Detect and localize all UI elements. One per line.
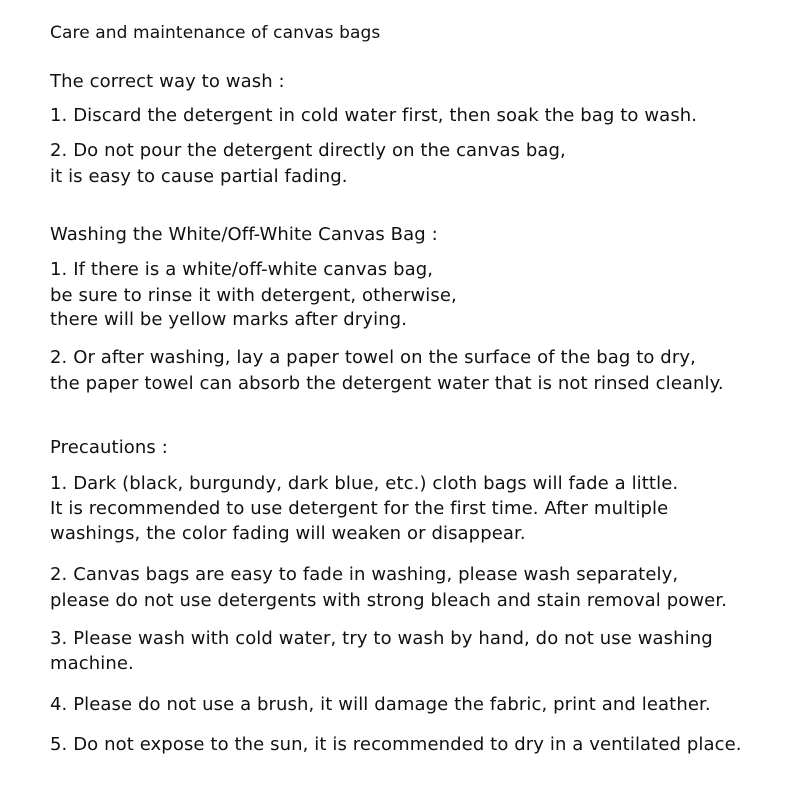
section-heading-wash: The correct way to wash :	[50, 71, 285, 92]
section-heading-white-bag: Washing the White/Off-White Canvas Bag :	[50, 224, 438, 245]
wash-step-2-line-2: it is easy to cause partial fading.	[50, 166, 348, 187]
white-bag-step-1-line-3: there will be yellow marks after drying.	[50, 309, 408, 330]
white-bag-step-1-line-2: be sure to rinse it with detergent, otherwise,	[50, 285, 457, 306]
white-bag-step-2-line-1: 2. Or after washing, lay a paper towel on the surface of the bag to dry,	[50, 347, 696, 368]
precaution-5: 5. Do not expose to the sun, it is recommended to dry in a ventilated place.	[50, 734, 742, 755]
white-bag-step-2-line-2: the paper towel can absorb the detergent water that is not rinsed cleanly.	[50, 373, 724, 394]
precaution-3-line-2: machine.	[50, 653, 134, 674]
precaution-1-line-1: 1. Dark (black, burgundy, dark blue, etc.) cloth bags will fade a little.	[50, 473, 679, 494]
precaution-3-line-1: 3. Please wash with cold water, try to wash by hand, do not use washing	[50, 628, 713, 649]
precaution-2-line-1: 2. Canvas bags are easy to fade in washing, please wash separately,	[50, 564, 679, 585]
wash-step-1: 1. Discard the detergent in cold water first, then soak the bag to wash.	[50, 105, 698, 126]
white-bag-step-1-line-1: 1. If there is a white/off-white canvas bag,	[50, 259, 434, 280]
precaution-2-line-2: please do not use detergents with strong bleach and stain removal power.	[50, 590, 728, 611]
precaution-1-line-3: washings, the color fading will weaken or disappear.	[50, 523, 526, 544]
wash-step-2-line-1: 2. Do not pour the detergent directly on the canvas bag,	[50, 140, 566, 161]
precaution-4: 4. Please do not use a brush, it will damage the fabric, print and leather.	[50, 694, 711, 715]
document-title: Care and maintenance of canvas bags	[50, 23, 381, 43]
precaution-1-line-2: It is recommended to use detergent for the first time. After multiple	[50, 498, 669, 519]
section-heading-precautions: Precautions :	[50, 437, 168, 458]
